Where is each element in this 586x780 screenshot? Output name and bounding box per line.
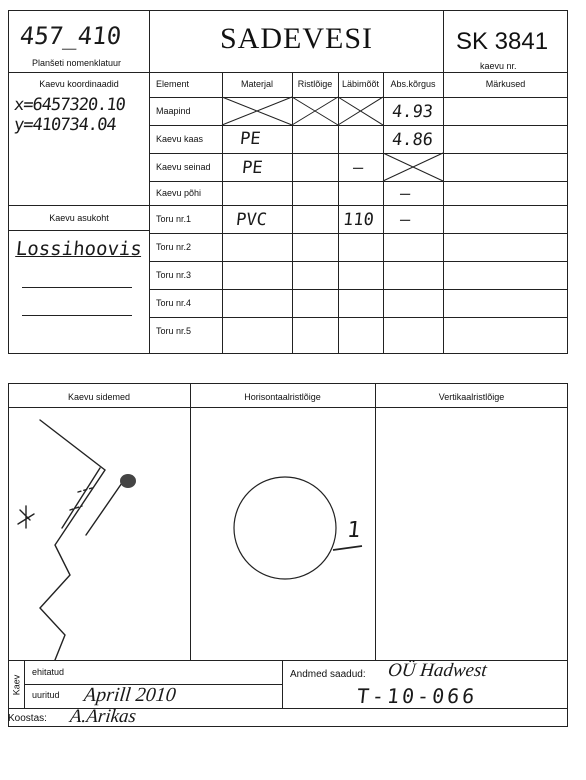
data-label: Andmed saadud: bbox=[290, 669, 366, 680]
cell-elevation: – bbox=[398, 184, 412, 204]
row-label: Kaevu kaas bbox=[156, 134, 204, 144]
col-header-connections: Kaevu sidemed bbox=[67, 392, 131, 402]
pipe-edge bbox=[62, 468, 100, 528]
side-mark-icon bbox=[18, 506, 34, 528]
measured-label: uuritud bbox=[32, 690, 60, 700]
row-label: Toru nr.4 bbox=[156, 298, 192, 308]
connection-line bbox=[40, 420, 105, 660]
cell-diameter: – bbox=[351, 158, 365, 178]
divider bbox=[282, 660, 283, 708]
cell-elevation: – bbox=[398, 210, 412, 230]
author-label: Koostas: bbox=[8, 713, 47, 724]
col-header-material: Materjal bbox=[240, 79, 273, 89]
col-header-diameter: Läbimõõt bbox=[341, 79, 380, 89]
connection-point-icon bbox=[120, 474, 136, 488]
location-value: Lossihoovis bbox=[14, 238, 143, 260]
measured-value: Aprill 2010 bbox=[82, 684, 177, 706]
row-label: Toru nr.2 bbox=[156, 242, 192, 252]
cell-diameter: 110 bbox=[341, 210, 375, 230]
row-label: Kaevu põhi bbox=[156, 188, 202, 198]
cell-material: PE bbox=[240, 158, 264, 178]
data-value-company: OÜ Hadwest bbox=[386, 660, 488, 681]
sheet-label: Planšeti nomenklatuur bbox=[32, 58, 122, 68]
cell-elevation: 4.93 bbox=[390, 102, 435, 122]
side-label: Kaev bbox=[11, 674, 22, 696]
data-value-code: T-10-066 bbox=[355, 684, 479, 708]
coord-x: x=6457320.10 bbox=[12, 95, 126, 115]
row-label: Toru nr.3 bbox=[156, 270, 192, 280]
pipe-marker bbox=[333, 546, 362, 550]
col-header-section: Ristlõige bbox=[297, 79, 333, 89]
page-title: SADEVESI bbox=[219, 22, 373, 55]
col-header-vertical: Vertikaalristlõige bbox=[438, 392, 505, 402]
row-label: Kaevu seinad bbox=[156, 162, 211, 172]
pipe-label: 1 bbox=[345, 518, 362, 543]
col-header-element: Element bbox=[156, 79, 190, 89]
sheet-number: 457_410 bbox=[18, 22, 123, 50]
built-label: ehitatud bbox=[32, 667, 65, 677]
location-label: Kaevu asukoht bbox=[49, 213, 109, 223]
author-value: A.Arikas bbox=[68, 706, 138, 727]
coord-y: y=410734.04 bbox=[12, 115, 117, 135]
row-label: Toru nr.1 bbox=[156, 214, 192, 224]
col-header-elevation: Abs.kõrgus bbox=[390, 79, 436, 89]
well-id: SK 3841 bbox=[456, 28, 549, 55]
well-id-label: kaevu nr. bbox=[480, 61, 517, 71]
cell-material: PE bbox=[238, 129, 262, 149]
coord-label: Kaevu koordinaadid bbox=[39, 79, 119, 89]
cell-elevation: 4.86 bbox=[390, 130, 435, 150]
cell-material: PVC bbox=[234, 210, 268, 230]
col-header-notes: Märkused bbox=[485, 79, 526, 89]
well-circle bbox=[234, 477, 336, 579]
col-header-horizontal: Horisontaalristlõige bbox=[244, 392, 321, 402]
row-label: Maapind bbox=[156, 106, 191, 116]
row-label: Toru nr.5 bbox=[156, 326, 192, 336]
